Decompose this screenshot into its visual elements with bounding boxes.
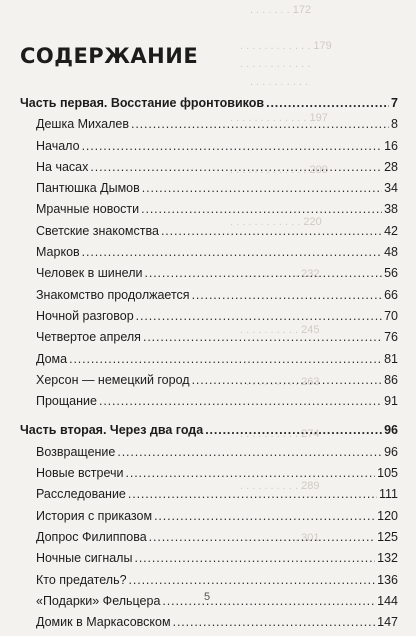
- toc-entry: [20, 181, 398, 202]
- dot-leader: [82, 139, 383, 153]
- dot-leader: [192, 288, 383, 302]
- chapter-title: На часах: [36, 159, 89, 174]
- chapter-title: Возвращение: [36, 444, 116, 459]
- dot-leader: [69, 352, 382, 366]
- part-page-number: 7: [391, 96, 398, 110]
- chapter-page-number: 147: [377, 615, 398, 630]
- chapter-page-number: 42: [384, 223, 398, 238]
- chapter-page-number: 91: [384, 394, 398, 409]
- chapter-title: Мрачные новости: [36, 202, 140, 217]
- dot-leader: [134, 551, 375, 565]
- page-title: СОДЕРЖАНИЕ: [20, 44, 199, 68]
- toc-entry: [20, 487, 398, 508]
- chapter-page-number: 105: [377, 466, 398, 481]
- chapter-page-number: 81: [384, 351, 398, 366]
- chapter-title: Херсон — немецкий город: [36, 372, 190, 387]
- page-folio-number: 5: [204, 591, 211, 603]
- dot-leader: [128, 487, 377, 501]
- chapter-title: Домик в Маркасовском: [36, 615, 171, 630]
- chapter-page-number: 56: [384, 266, 398, 281]
- chapter-page-number: 16: [384, 138, 398, 153]
- chapter-page-number: 38: [384, 202, 398, 217]
- dot-leader: [82, 245, 382, 259]
- toc-entry: [20, 394, 398, 415]
- toc-entry: [20, 530, 398, 551]
- toc-entry: [20, 466, 398, 487]
- dot-leader: [205, 423, 382, 437]
- chapter-title: Начало: [36, 138, 80, 153]
- dot-leader: [131, 117, 389, 131]
- chapter-page-number: 76: [384, 330, 398, 345]
- chapter-page-number: 120: [377, 508, 398, 523]
- chapter-title: Пантюшка Дымов: [36, 181, 140, 196]
- dot-leader: [266, 96, 389, 110]
- chapter-page-number: 144: [377, 593, 398, 608]
- dot-leader: [149, 530, 375, 544]
- part-title: Часть первая. Восстание фронтовиков: [20, 96, 265, 110]
- chapter-title: Человек в шинели: [36, 266, 143, 281]
- dot-leader: [161, 224, 382, 238]
- part-title: Часть вторая. Через два года: [20, 423, 204, 438]
- toc-entry: [20, 266, 398, 287]
- chapter-title: Ночные сигналы: [36, 551, 133, 566]
- chapter-page-number: 34: [384, 181, 398, 196]
- toc-entry: [20, 117, 398, 138]
- chapter-page-number: 125: [377, 529, 398, 544]
- dot-leader: [126, 466, 376, 480]
- toc-entry: [20, 551, 398, 572]
- toc-entry: [20, 309, 398, 330]
- chapter-title: Кто предатель?: [36, 572, 127, 587]
- toc-part-1: [20, 96, 398, 117]
- chapter-title: Светские знакомства: [36, 223, 159, 238]
- chapter-page-number: 136: [377, 572, 398, 587]
- dot-leader: [136, 309, 382, 323]
- toc-entry: [20, 330, 398, 351]
- chapter-page-number: 86: [384, 372, 398, 387]
- chapter-title: Дома: [36, 351, 68, 366]
- dot-leader: [142, 181, 382, 195]
- toc-entry: [20, 352, 398, 373]
- show-through-texture: . . . . . . . 172 . . . . . . . . . . . . 179 . . . . . . . . . . . . . . . . . . . . . . . . . . . . . . . . . . . 197 . . . . . . . . . . . . . 209 . . . . . . . . . . . . 220 . . . . . . . . . . 232 . . . . . . . . . . 245 . . . . . . . . . . 263 . . . . . . . . . . 274 . . . . . . . . . . 289 . . . . . . . . . . 301: [230, 4, 332, 544]
- dot-leader: [99, 394, 382, 408]
- chapter-page-number: 111: [378, 487, 398, 502]
- part-page-number: 96: [384, 423, 398, 438]
- toc-entry: [20, 245, 398, 266]
- chapter-title: История с приказом: [36, 508, 153, 523]
- chapter-page-number: 66: [384, 287, 398, 302]
- dot-leader: [143, 330, 382, 344]
- toc-entry: [20, 509, 398, 530]
- toc-entry: [20, 373, 398, 394]
- toc-entry: [20, 445, 398, 466]
- toc-entry: [20, 160, 398, 181]
- toc-entry: [20, 288, 398, 309]
- chapter-title: Знакомство продолжается: [36, 287, 190, 302]
- chapter-title: Ночной разговор: [36, 308, 134, 323]
- table-of-contents: [20, 96, 398, 636]
- toc-entry: [20, 202, 398, 223]
- chapter-title: Прощание: [36, 394, 97, 409]
- chapter-page-number: 28: [384, 159, 398, 174]
- toc-entry: [20, 224, 398, 245]
- chapter-title: Четвертое апреля: [36, 330, 141, 345]
- dot-leader: [129, 573, 376, 587]
- toc-part-2: [20, 423, 398, 444]
- chapter-page-number: 70: [384, 308, 398, 323]
- dot-leader: [141, 202, 382, 216]
- chapter-title: Дешка Михалев: [36, 117, 129, 132]
- chapter-title: «Подарки» Фельцера: [36, 593, 161, 608]
- toc-entry: [20, 615, 398, 636]
- chapter-page-number: 132: [377, 551, 398, 566]
- toc-entry: [20, 139, 398, 160]
- chapter-title: Расследование: [36, 487, 126, 502]
- chapter-title: Новые встречи: [36, 466, 124, 481]
- chapter-title: Марков: [36, 245, 80, 260]
- dot-leader: [192, 373, 383, 387]
- dot-leader: [162, 594, 375, 608]
- dot-leader: [90, 160, 382, 174]
- chapter-page-number: 48: [384, 245, 398, 260]
- chapter-page-number: 96: [384, 444, 398, 459]
- dot-leader: [154, 509, 375, 523]
- dot-leader: [117, 445, 382, 459]
- dot-leader: [173, 615, 376, 629]
- chapter-title: Допрос Филиппова: [36, 529, 147, 544]
- dot-leader: [145, 266, 383, 280]
- chapter-page-number: 8: [391, 117, 398, 132]
